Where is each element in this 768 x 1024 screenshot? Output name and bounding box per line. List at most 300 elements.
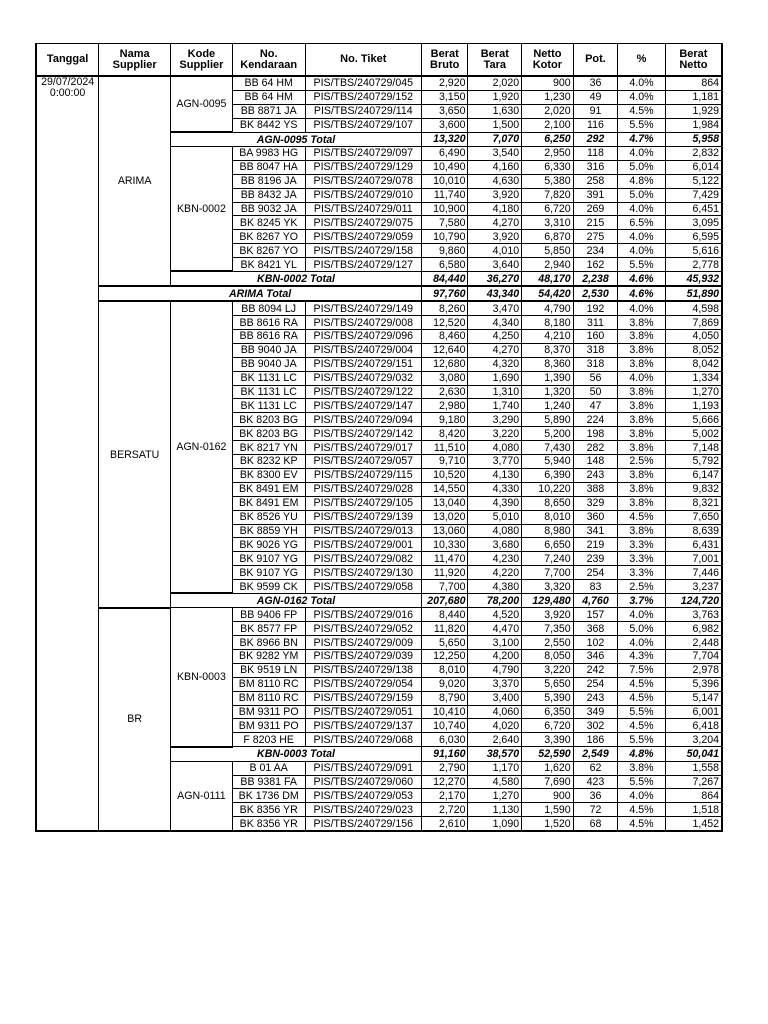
subtotal-deduction: 2,238 xyxy=(573,271,618,286)
net-weight: 6,014 xyxy=(665,160,722,174)
subtotal-net-weight: 45,932 xyxy=(665,271,722,286)
deduction: 49 xyxy=(573,90,618,104)
supplier-total-gross-weight: 97,760 xyxy=(421,286,468,301)
deduction-percent: 2.5% xyxy=(618,455,666,469)
net-weight: 8,639 xyxy=(665,524,722,538)
gross-netto: 900 xyxy=(522,789,574,803)
supplier-code: AGN-0162 xyxy=(171,301,233,593)
deduction-percent: 4.3% xyxy=(618,650,666,664)
deduction: 47 xyxy=(573,399,618,413)
vehicle-no: BK 8526 YU xyxy=(232,510,305,524)
gross-netto: 8,360 xyxy=(522,357,574,371)
tare-weight: 3,540 xyxy=(468,146,522,160)
gross-netto: 1,320 xyxy=(522,385,574,399)
net-weight: 1,181 xyxy=(665,90,722,104)
deduction: 391 xyxy=(573,188,618,202)
subtotal-deduction-percent: 4.6% xyxy=(618,271,666,286)
deduction: 162 xyxy=(573,258,618,272)
vehicle-no: B 01 AA xyxy=(232,761,305,775)
header-pot: Pot. xyxy=(573,44,618,77)
vehicle-no: BK 8356 YR xyxy=(232,803,305,817)
deduction-percent: 3.8% xyxy=(618,385,666,399)
gross-netto: 3,390 xyxy=(522,733,574,747)
deduction: 116 xyxy=(573,118,618,132)
deduction-percent: 3.8% xyxy=(618,343,666,357)
ticket-no: PIS/TBS/240729/152 xyxy=(305,90,421,104)
deduction-percent: 4.0% xyxy=(618,230,666,244)
supplier-total-row xyxy=(36,286,722,301)
vehicle-no: BM 9311 PO xyxy=(232,719,305,733)
tare-weight: 3,770 xyxy=(468,455,522,469)
vehicle-no: BB 9040 JA xyxy=(232,357,305,371)
ticket-no: PIS/TBS/240729/097 xyxy=(305,146,421,160)
deduction: 157 xyxy=(573,608,618,622)
gross-weight: 3,650 xyxy=(421,104,468,118)
gross-weight: 10,490 xyxy=(421,160,468,174)
report-date: 29/07/2024 0:00:00 xyxy=(36,76,99,831)
tare-weight: 4,630 xyxy=(468,174,522,188)
ticket-no: PIS/TBS/240729/028 xyxy=(305,482,421,496)
net-weight: 7,001 xyxy=(665,552,722,566)
gross-netto: 4,790 xyxy=(522,301,574,315)
net-weight: 7,869 xyxy=(665,316,722,330)
deduction-percent: 3.8% xyxy=(618,413,666,427)
vehicle-no: BB 8196 JA xyxy=(232,174,305,188)
deduction-percent: 3.8% xyxy=(618,357,666,371)
net-weight: 7,446 xyxy=(665,566,722,580)
gross-weight: 8,010 xyxy=(421,663,468,677)
tare-weight: 1,090 xyxy=(468,817,522,831)
gross-weight: 5,650 xyxy=(421,636,468,650)
vehicle-no: BK 1131 LC xyxy=(232,385,305,399)
tare-weight: 1,310 xyxy=(468,385,522,399)
net-weight: 7,704 xyxy=(665,650,722,664)
ticket-no: PIS/TBS/240729/159 xyxy=(305,691,421,705)
subtotal-gross-weight: 207,680 xyxy=(421,593,468,607)
gross-netto: 6,650 xyxy=(522,538,574,552)
ticket-no: PIS/TBS/240729/078 xyxy=(305,174,421,188)
net-weight: 7,650 xyxy=(665,510,722,524)
vehicle-no: BB 64 HM xyxy=(232,76,305,90)
deduction-percent: 5.5% xyxy=(618,733,666,747)
deduction: 198 xyxy=(573,427,618,441)
gross-weight: 13,040 xyxy=(421,496,468,510)
ticket-no: PIS/TBS/240729/115 xyxy=(305,468,421,482)
ticket-no: PIS/TBS/240729/053 xyxy=(305,789,421,803)
deduction: 368 xyxy=(573,622,618,636)
gross-weight: 9,020 xyxy=(421,677,468,691)
gross-netto: 5,940 xyxy=(522,455,574,469)
subtotal-gross-weight: 84,440 xyxy=(421,271,468,286)
gross-weight: 11,920 xyxy=(421,566,468,580)
gross-netto: 6,330 xyxy=(522,160,574,174)
gross-weight: 10,010 xyxy=(421,174,468,188)
subtotal-deduction-percent: 4.8% xyxy=(618,747,666,761)
tare-weight: 4,230 xyxy=(468,552,522,566)
tare-weight: 4,340 xyxy=(468,316,522,330)
tare-weight: 1,740 xyxy=(468,399,522,413)
header-nama-supplier: Nama Supplier xyxy=(99,44,171,77)
gross-netto: 3,920 xyxy=(522,608,574,622)
table-row xyxy=(36,608,722,622)
ticket-no: PIS/TBS/240729/013 xyxy=(305,524,421,538)
gross-netto: 2,100 xyxy=(522,118,574,132)
deduction: 243 xyxy=(573,691,618,705)
net-weight: 6,001 xyxy=(665,705,722,719)
subtotal-deduction-percent: 3.7% xyxy=(618,593,666,607)
tare-weight: 4,200 xyxy=(468,650,522,664)
deduction-percent: 3.8% xyxy=(618,761,666,775)
vehicle-no: BB 9381 FA xyxy=(232,775,305,789)
gross-netto: 5,850 xyxy=(522,244,574,258)
ticket-no: PIS/TBS/240729/011 xyxy=(305,202,421,216)
gross-weight: 13,020 xyxy=(421,510,468,524)
gross-weight: 11,820 xyxy=(421,622,468,636)
tare-weight: 3,920 xyxy=(468,230,522,244)
deduction: 62 xyxy=(573,761,618,775)
deduction-percent: 2.5% xyxy=(618,580,666,594)
deduction: 36 xyxy=(573,76,618,90)
ticket-no: PIS/TBS/240729/054 xyxy=(305,677,421,691)
gross-weight: 3,600 xyxy=(421,118,468,132)
net-weight: 1,558 xyxy=(665,761,722,775)
vehicle-no: BK 8356 YR xyxy=(232,817,305,831)
deduction-percent: 3.8% xyxy=(618,399,666,413)
supplier-total-label: ARIMA Total xyxy=(99,286,422,301)
net-weight: 1,193 xyxy=(665,399,722,413)
gross-netto: 8,650 xyxy=(522,496,574,510)
gross-weight: 10,900 xyxy=(421,202,468,216)
net-weight: 7,429 xyxy=(665,188,722,202)
gross-netto: 7,690 xyxy=(522,775,574,789)
header-netto-kotor: Netto Kotor xyxy=(522,44,574,77)
gross-netto: 3,220 xyxy=(522,663,574,677)
gross-weight: 14,550 xyxy=(421,482,468,496)
deduction: 239 xyxy=(573,552,618,566)
vehicle-no: BK 8217 YN xyxy=(232,441,305,455)
deduction-percent: 3.8% xyxy=(618,441,666,455)
vehicle-no: BA 9983 HG xyxy=(232,146,305,160)
deduction: 215 xyxy=(573,216,618,230)
net-weight: 3,763 xyxy=(665,608,722,622)
gross-netto: 1,230 xyxy=(522,90,574,104)
subtotal-deduction: 292 xyxy=(573,132,618,146)
net-weight: 1,452 xyxy=(665,817,722,831)
deduction-percent: 4.5% xyxy=(618,817,666,831)
net-weight: 864 xyxy=(665,76,722,90)
subtotal-tare-weight: 38,570 xyxy=(468,747,522,761)
tare-weight: 1,170 xyxy=(468,761,522,775)
gross-weight: 9,710 xyxy=(421,455,468,469)
deduction: 148 xyxy=(573,455,618,469)
gross-weight: 7,700 xyxy=(421,580,468,594)
gross-weight: 10,330 xyxy=(421,538,468,552)
vehicle-no: BB 9032 JA xyxy=(232,202,305,216)
vehicle-no: BK 9107 YG xyxy=(232,566,305,580)
net-weight: 3,095 xyxy=(665,216,722,230)
gross-netto: 10,220 xyxy=(522,482,574,496)
header-berat-tara: Berat Tara xyxy=(468,44,522,77)
net-weight: 1,518 xyxy=(665,803,722,817)
net-weight: 6,431 xyxy=(665,538,722,552)
header-no-kendaraan: No. Kendaraan xyxy=(232,44,305,77)
gross-netto: 5,200 xyxy=(522,427,574,441)
deduction: 311 xyxy=(573,316,618,330)
tare-weight: 3,470 xyxy=(468,301,522,315)
subtotal-gross-netto: 52,590 xyxy=(522,747,574,761)
tare-weight: 5,010 xyxy=(468,510,522,524)
vehicle-no: BK 8577 FP xyxy=(232,622,305,636)
subtotal-tare-weight: 36,270 xyxy=(468,271,522,286)
deduction: 318 xyxy=(573,357,618,371)
gross-netto: 3,320 xyxy=(522,580,574,594)
net-weight: 5,666 xyxy=(665,413,722,427)
vehicle-no: BK 1131 LC xyxy=(232,371,305,385)
gross-netto: 6,720 xyxy=(522,202,574,216)
gross-netto: 2,950 xyxy=(522,146,574,160)
gross-weight: 12,250 xyxy=(421,650,468,664)
deduction-percent: 5.5% xyxy=(618,258,666,272)
gross-weight: 8,790 xyxy=(421,691,468,705)
deduction-percent: 6.5% xyxy=(618,216,666,230)
gross-netto: 1,590 xyxy=(522,803,574,817)
tare-weight: 1,630 xyxy=(468,104,522,118)
deduction-percent: 4.5% xyxy=(618,104,666,118)
gross-netto: 7,350 xyxy=(522,622,574,636)
gross-netto: 7,700 xyxy=(522,566,574,580)
tare-weight: 4,220 xyxy=(468,566,522,580)
vehicle-no: BM 8110 RC xyxy=(232,677,305,691)
supplier-name: BERSATU xyxy=(99,301,171,608)
deduction: 349 xyxy=(573,705,618,719)
gross-netto: 6,720 xyxy=(522,719,574,733)
ticket-no: PIS/TBS/240729/023 xyxy=(305,803,421,817)
vehicle-no: BK 9599 CK xyxy=(232,580,305,594)
ticket-no: PIS/TBS/240729/158 xyxy=(305,244,421,258)
net-weight: 3,237 xyxy=(665,580,722,594)
deduction: 72 xyxy=(573,803,618,817)
ticket-no: PIS/TBS/240729/004 xyxy=(305,343,421,357)
gross-weight: 12,520 xyxy=(421,316,468,330)
gross-weight: 12,640 xyxy=(421,343,468,357)
deduction-percent: 3.3% xyxy=(618,538,666,552)
gross-weight: 3,080 xyxy=(421,371,468,385)
deduction-percent: 4.0% xyxy=(618,76,666,90)
deduction: 68 xyxy=(573,817,618,831)
net-weight: 6,982 xyxy=(665,622,722,636)
deduction-percent: 3.8% xyxy=(618,316,666,330)
net-weight: 4,050 xyxy=(665,330,722,344)
deduction-percent: 4.0% xyxy=(618,636,666,650)
deduction-percent: 3.8% xyxy=(618,427,666,441)
gross-weight: 2,980 xyxy=(421,399,468,413)
ticket-no: PIS/TBS/240729/139 xyxy=(305,510,421,524)
gross-weight: 2,790 xyxy=(421,761,468,775)
ticket-no: PIS/TBS/240729/094 xyxy=(305,413,421,427)
gross-weight: 2,610 xyxy=(421,817,468,831)
deduction-percent: 5.0% xyxy=(618,622,666,636)
ticket-no: PIS/TBS/240729/075 xyxy=(305,216,421,230)
ticket-no: PIS/TBS/240729/127 xyxy=(305,258,421,272)
tare-weight: 4,270 xyxy=(468,216,522,230)
deduction-percent: 3.3% xyxy=(618,566,666,580)
vehicle-no: BB 8616 RA xyxy=(232,316,305,330)
tare-weight: 3,640 xyxy=(468,258,522,272)
tare-weight: 1,270 xyxy=(468,789,522,803)
deduction: 269 xyxy=(573,202,618,216)
vehicle-no: BB 8616 RA xyxy=(232,330,305,344)
gross-netto: 7,820 xyxy=(522,188,574,202)
net-weight: 7,148 xyxy=(665,441,722,455)
deduction-percent: 3.8% xyxy=(618,496,666,510)
subtotal-gross-weight: 91,160 xyxy=(421,747,468,761)
deduction: 56 xyxy=(573,371,618,385)
tare-weight: 1,500 xyxy=(468,118,522,132)
tare-weight: 1,130 xyxy=(468,803,522,817)
supplier-code: AGN-0111 xyxy=(171,761,233,831)
gross-netto: 5,380 xyxy=(522,174,574,188)
vehicle-no: BM 9311 PO xyxy=(232,705,305,719)
gross-netto: 3,310 xyxy=(522,216,574,230)
gross-netto: 1,520 xyxy=(522,817,574,831)
ticket-no: PIS/TBS/240729/008 xyxy=(305,316,421,330)
tare-weight: 4,080 xyxy=(468,524,522,538)
gross-weight: 8,460 xyxy=(421,330,468,344)
subtotal-tare-weight: 7,070 xyxy=(468,132,522,146)
vehicle-no: BK 8267 YO xyxy=(232,244,305,258)
supplier-code: AGN-0095 xyxy=(171,76,233,132)
deduction-percent: 4.5% xyxy=(618,677,666,691)
subtotal-tare-weight: 78,200 xyxy=(468,593,522,607)
ticket-no: PIS/TBS/240729/009 xyxy=(305,636,421,650)
deduction-percent: 4.5% xyxy=(618,803,666,817)
deduction: 302 xyxy=(573,719,618,733)
tare-weight: 4,080 xyxy=(468,441,522,455)
net-weight: 8,052 xyxy=(665,343,722,357)
gross-netto: 5,890 xyxy=(522,413,574,427)
subtotal-gross-netto: 129,480 xyxy=(522,593,574,607)
deduction-percent: 3.8% xyxy=(618,524,666,538)
deduction: 160 xyxy=(573,330,618,344)
ticket-no: PIS/TBS/240729/001 xyxy=(305,538,421,552)
supplier-code: KBN-0003 xyxy=(171,608,233,747)
deduction: 219 xyxy=(573,538,618,552)
gross-weight: 10,740 xyxy=(421,719,468,733)
supplier-total-net-weight: 51,890 xyxy=(665,286,722,301)
gross-netto: 5,650 xyxy=(522,677,574,691)
vehicle-no: BB 8871 JA xyxy=(232,104,305,118)
vehicle-no: BK 8442 YS xyxy=(232,118,305,132)
vehicle-no: BK 9519 LN xyxy=(232,663,305,677)
vehicle-no: BB 9040 JA xyxy=(232,343,305,357)
tare-weight: 2,640 xyxy=(468,733,522,747)
tare-weight: 4,060 xyxy=(468,705,522,719)
gross-weight: 8,420 xyxy=(421,427,468,441)
table-body xyxy=(36,76,722,831)
deduction: 36 xyxy=(573,789,618,803)
ticket-no: PIS/TBS/240729/017 xyxy=(305,441,421,455)
gross-netto: 2,550 xyxy=(522,636,574,650)
ticket-no: PIS/TBS/240729/082 xyxy=(305,552,421,566)
subtotal-label: AGN-0095 Total xyxy=(171,132,422,146)
supplier-code: KBN-0002 xyxy=(171,146,233,271)
deduction: 258 xyxy=(573,174,618,188)
deduction-percent: 7.5% xyxy=(618,663,666,677)
deduction: 360 xyxy=(573,510,618,524)
net-weight: 7,267 xyxy=(665,775,722,789)
deduction: 275 xyxy=(573,230,618,244)
deduction-percent: 3.8% xyxy=(618,468,666,482)
gross-weight: 6,030 xyxy=(421,733,468,747)
ticket-no: PIS/TBS/240729/156 xyxy=(305,817,421,831)
deduction: 224 xyxy=(573,413,618,427)
subtotal-net-weight: 5,958 xyxy=(665,132,722,146)
tare-weight: 2,020 xyxy=(468,76,522,90)
gross-weight: 9,860 xyxy=(421,244,468,258)
supplier-name: ARIMA xyxy=(99,76,171,286)
ticket-no: PIS/TBS/240729/039 xyxy=(305,650,421,664)
net-weight: 1,929 xyxy=(665,104,722,118)
deduction: 50 xyxy=(573,385,618,399)
gross-weight: 8,440 xyxy=(421,608,468,622)
deduction-percent: 4.0% xyxy=(618,146,666,160)
vehicle-no: BB 8432 JA xyxy=(232,188,305,202)
gross-weight: 7,580 xyxy=(421,216,468,230)
ticket-no: PIS/TBS/240729/058 xyxy=(305,580,421,594)
tare-weight: 4,160 xyxy=(468,160,522,174)
tare-weight: 4,790 xyxy=(468,663,522,677)
tare-weight: 3,680 xyxy=(468,538,522,552)
vehicle-no: BK 8421 YL xyxy=(232,258,305,272)
subtotal-deduction: 4,760 xyxy=(573,593,618,607)
deduction: 316 xyxy=(573,160,618,174)
deduction: 388 xyxy=(573,482,618,496)
net-weight: 6,451 xyxy=(665,202,722,216)
gross-netto: 1,390 xyxy=(522,371,574,385)
gross-weight: 12,270 xyxy=(421,775,468,789)
subtotal-deduction: 2,549 xyxy=(573,747,618,761)
vehicle-no: BM 8110 RC xyxy=(232,691,305,705)
gross-netto: 5,390 xyxy=(522,691,574,705)
gross-netto: 8,980 xyxy=(522,524,574,538)
deduction-percent: 4.0% xyxy=(618,90,666,104)
net-weight: 8,321 xyxy=(665,496,722,510)
ticket-no: PIS/TBS/240729/137 xyxy=(305,719,421,733)
gross-weight: 11,470 xyxy=(421,552,468,566)
ticket-no: PIS/TBS/240729/051 xyxy=(305,705,421,719)
header-percent: % xyxy=(618,44,666,77)
deduction: 282 xyxy=(573,441,618,455)
gross-weight: 6,580 xyxy=(421,258,468,272)
net-weight: 5,396 xyxy=(665,677,722,691)
vehicle-no: BK 8245 YK xyxy=(232,216,305,230)
deduction: 234 xyxy=(573,244,618,258)
ticket-no: PIS/TBS/240729/105 xyxy=(305,496,421,510)
ticket-no: PIS/TBS/240729/045 xyxy=(305,76,421,90)
vehicle-no: BK 1131 LC xyxy=(232,399,305,413)
deduction: 102 xyxy=(573,636,618,650)
gross-weight: 12,680 xyxy=(421,357,468,371)
gross-netto: 6,350 xyxy=(522,705,574,719)
vehicle-no: BK 8966 BN xyxy=(232,636,305,650)
weighbridge-report-table xyxy=(35,43,723,832)
ticket-no: PIS/TBS/240729/091 xyxy=(305,761,421,775)
gross-netto: 7,240 xyxy=(522,552,574,566)
gross-netto: 4,210 xyxy=(522,330,574,344)
vehicle-no: BK 9107 YG xyxy=(232,552,305,566)
deduction-percent: 4.5% xyxy=(618,510,666,524)
ticket-no: PIS/TBS/240729/068 xyxy=(305,733,421,747)
